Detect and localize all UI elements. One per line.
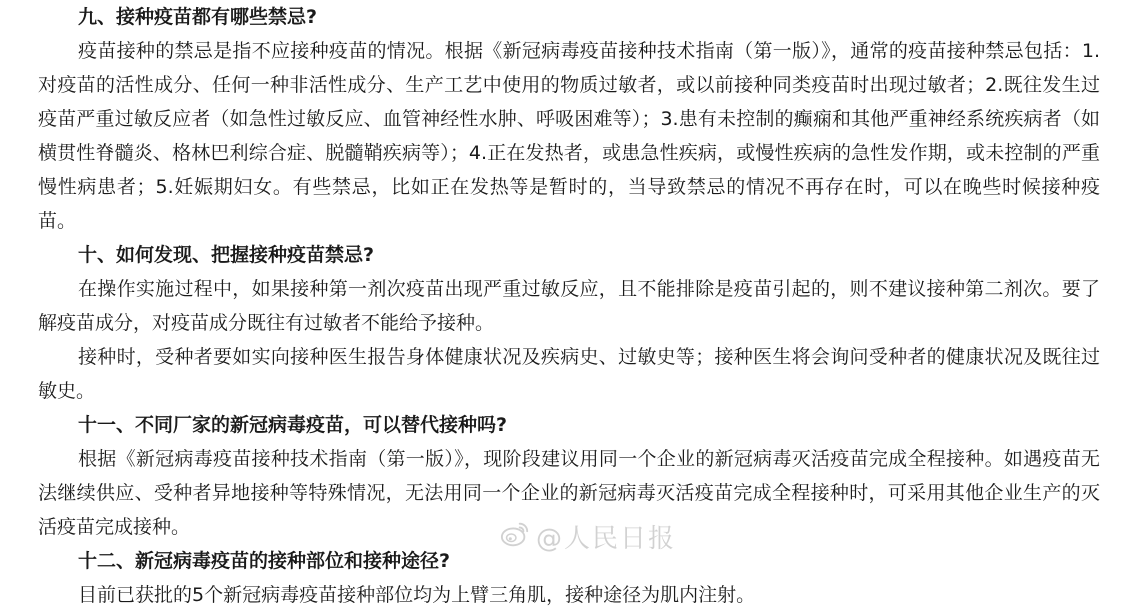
section-12 xyxy=(38,544,1100,612)
paragraph: 根据《新冠病毒疫苗接种技术指南（第一版）》，现阶段建议用同一个企业的新冠病毒灭活疫苗完成全程接种。如遇疫苗无法继续供应、受种者异地接种等特殊情况，无法用同一个企业的新冠病毒灭活疫苗完成全程接种时，可采用其他企业生产的灭活疫苗完成接种。 xyxy=(38,448,1100,538)
paragraph: 目前已获批的5个新冠病毒疫苗接种部位均为上臂三角肌，接种途径为肌内注射。 xyxy=(78,584,756,606)
section-11 xyxy=(38,408,1100,544)
section-title: 十二、新冠病毒疫苗的接种部位和接种途径? xyxy=(78,550,451,572)
paragraph: 接种时，受种者要如实向接种医生报告身体健康状况及疾病史、过敏史等；接种医生将会询问受种者的健康状况及既往过敏史。 xyxy=(38,346,1100,402)
section-10 xyxy=(38,238,1100,408)
section-9 xyxy=(38,0,1100,238)
paragraph: 在操作实施过程中，如果接种第一剂次疫苗出现严重过敏反应，且不能排除是疫苗引起的，则不建议接种第二剂次。要了解疫苗成分，对疫苗成分既往有过敏者不能给予接种。 xyxy=(38,278,1100,334)
document-body xyxy=(38,0,1100,612)
section-title: 十、如何发现、把握接种疫苗禁忌? xyxy=(78,244,375,266)
section-title: 九、接种疫苗都有哪些禁忌? xyxy=(78,6,318,28)
section-title: 十一、不同厂家的新冠病毒疫苗，可以替代接种吗? xyxy=(78,414,508,436)
paragraph: 疫苗接种的禁忌是指不应接种疫苗的情况。根据《新冠病毒疫苗接种技术指南（第一版）》，通常的疫苗接种禁忌包括：1.对疫苗的活性成分、任何一种非活性成分、生产工艺中使用的物质过敏者，或以前接种同类疫苗时出现过敏者；2.既往发生过疫苗严重过敏反应者（如急性过敏反应、血管神经性水肿、呼吸困难等）；3.患有未控制的癫痫和其他严重神经系统疾病者（如横贯性脊髓炎、格林巴利综合症、脱髓鞘疾病等）；4.正在发热者，或患急性疾病，或慢性疾病的急性发作期，或未控制的严重慢性病患者；5.妊娠期妇女。有些禁忌，比如正在发热等是暂时的，当导致禁忌的情况不再存在时，可以在晚些时候接种疫苗。 xyxy=(38,40,1100,232)
watermark-text: @人民日报 xyxy=(536,523,677,554)
